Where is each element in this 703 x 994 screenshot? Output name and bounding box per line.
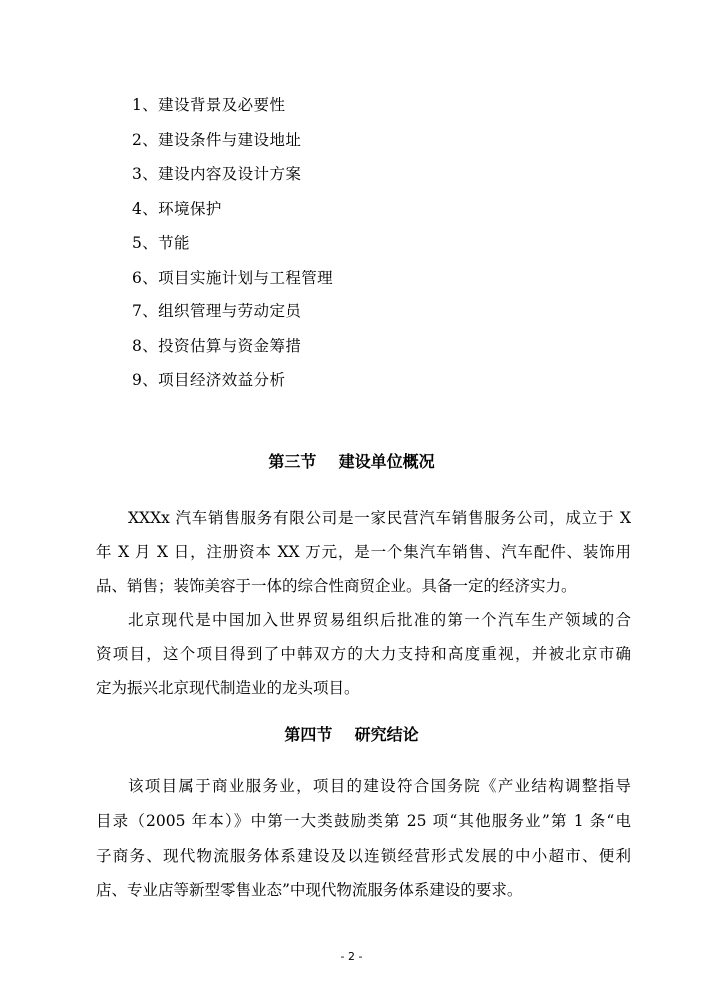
list-item-6: 6、项目实施计划与工程管理 (132, 269, 334, 287)
section-4-para-1-line-1: 该项目属于商业服务业，项目的建设符合国务院《产业结构调整指导 (128, 777, 631, 795)
section-3-para-1-line-2: 年 X 月 X 日，注册资本 XX 万元，是一个集汽车销售、汽车配件、装饰用 (96, 543, 631, 561)
list-item-1: 1、建设背景及必要性 (132, 96, 286, 114)
section-4-para-1-line-4: 店、专业店等新型零售业态”中现代物流服务体系建设的要求。 (96, 881, 523, 899)
list-item-3: 3、建设内容及设计方案 (132, 165, 302, 183)
section-4-heading: 第四节 研究结论 (284, 725, 419, 744)
section-3-heading: 第三节 建设单位概况 (268, 452, 435, 471)
section-3-para-2-line-1: 北京现代是中国加入世界贸易组织后批准的第一个汽车生产领域的合 (128, 611, 631, 629)
section-3-para-2-line-3: 定为振兴北京现代制造业的龙头项目。 (96, 679, 360, 697)
list-item-4: 4、环境保护 (132, 200, 222, 218)
list-item-5: 5、节能 (132, 234, 190, 252)
list-item-9: 9、项目经济效益分析 (132, 371, 286, 389)
section-3-para-1-line-1: XXXx 汽车销售服务有限公司是一家民营汽车销售服务公司，成立于 X (128, 509, 631, 527)
page-number: - 2 - (340, 950, 363, 963)
section-3-para-2-line-2: 资项目，这个项目得到了中韩双方的大力支持和高度重视，并被北京市确 (96, 645, 631, 663)
section-3-para-1-line-3: 品、销售；装饰美容于一体的综合性商贸企业。具备一定的经济实力。 (96, 577, 577, 595)
list-item-8: 8、投资估算与资金筹措 (132, 337, 302, 355)
section-4-para-1-line-2: 目录（2005 年本）》中第一大类鼓励类第 25 项“其他服务业”第 1 条“电 (96, 812, 631, 830)
list-item-7: 7、组织管理与劳动定员 (132, 302, 302, 320)
list-item-2: 2、建设条件与建设地址 (132, 131, 302, 149)
section-4-para-1-line-3: 子商务、现代物流服务体系建设及以连锁经营形式发展的中小超市、便利 (96, 847, 631, 865)
